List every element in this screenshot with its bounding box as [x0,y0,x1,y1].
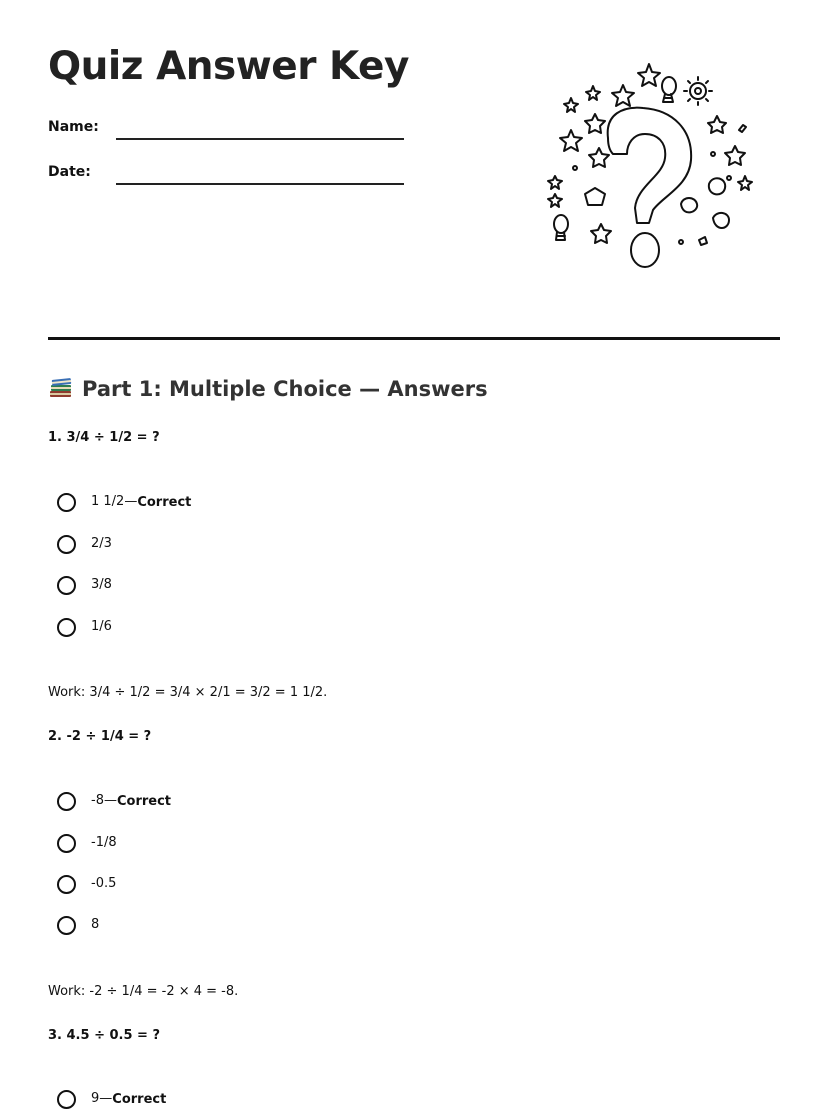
dot-icon [727,176,731,180]
books-icon [48,376,74,400]
dot-icon [711,152,715,156]
date-label: Date: [48,164,91,180]
option-label: 9 [91,1091,100,1106]
work-explanation: Work: -2 ÷ 1/4 = -2 × 4 = -8. [48,984,239,999]
correct-label: Correct [112,1091,167,1107]
tag-icon [699,237,707,245]
star-icon [585,114,605,133]
name-line[interactable] [116,138,404,140]
answer-option[interactable] [57,830,117,856]
dot-icon [679,240,683,244]
star-icon [738,176,752,190]
answer-option[interactable] [57,871,116,897]
star-icon [548,176,562,189]
badge-icon [681,198,697,212]
option-label: -0.5 [91,876,117,891]
question-mark-doodle-icon [543,58,757,274]
radio-button[interactable] [57,875,76,894]
work-explanation: Work: 3/4 ÷ 1/2 = 3/4 × 2/1 = 3/2 = 1 1/2. [48,685,328,700]
badge-icon [713,213,729,228]
star-icon [586,86,600,100]
answer-option[interactable] [57,572,112,598]
radio-button[interactable] [57,834,76,853]
star-icon [548,194,562,207]
star-icon [612,85,634,106]
radio-button[interactable] [57,1090,76,1109]
lightbulb-icon [662,77,676,102]
radio-button[interactable] [57,618,76,637]
star-icon [708,116,726,133]
radio-button[interactable] [57,576,76,595]
section-divider [48,337,780,340]
option-label: 1 1/2 [91,494,125,509]
part1-heading [48,374,488,404]
correct-label: Correct [116,793,171,809]
question-prompt: 1. 3/4 ÷ 1/2 = ? [48,430,160,445]
answer-option[interactable] [57,912,99,938]
lightbulb-icon [554,215,568,240]
name-field[interactable] [48,118,408,142]
dot-icon [573,166,577,170]
date-field[interactable] [48,163,408,187]
radio-button[interactable] [57,493,76,512]
tag-icon [739,125,746,132]
star-icon [591,224,611,243]
option-label: -8 [91,793,104,808]
correct-label: Correct [137,494,192,510]
answer-option[interactable] [57,614,112,640]
answer-option[interactable] [57,788,171,814]
star-icon [560,130,582,151]
option-label: 2/3 [91,536,112,551]
question-prompt: 2. -2 ÷ 1/4 = ? [48,729,152,744]
question-mark-dot [631,233,659,267]
option-label: -1/8 [91,835,117,850]
correct-separator: — [103,793,117,808]
answer-option[interactable] [57,531,112,557]
star-icon [725,146,745,165]
name-label: Name: [48,119,99,135]
badge-icon [709,178,725,194]
star-icon [638,64,660,86]
correct-separator: — [99,1091,113,1106]
radio-button[interactable] [57,916,76,935]
answer-option[interactable] [57,489,191,515]
radio-button[interactable] [57,792,76,811]
page-title: Quiz Answer Key [48,44,409,89]
option-label: 8 [91,917,100,932]
correct-separator: — [124,494,138,509]
question-prompt: 3. 4.5 ÷ 0.5 = ? [48,1028,160,1043]
badge-icon [585,188,605,205]
gear-icon [684,77,712,105]
radio-button[interactable] [57,535,76,554]
star-icon [589,148,609,167]
question-mark-shape [608,108,691,223]
answer-option[interactable] [57,1086,166,1112]
option-label: 1/6 [91,619,112,634]
star-icon [564,98,578,112]
date-line[interactable] [116,183,404,185]
part1-title: Part 1: Multiple Choice — Answers [82,377,488,401]
option-label: 3/8 [91,577,112,592]
